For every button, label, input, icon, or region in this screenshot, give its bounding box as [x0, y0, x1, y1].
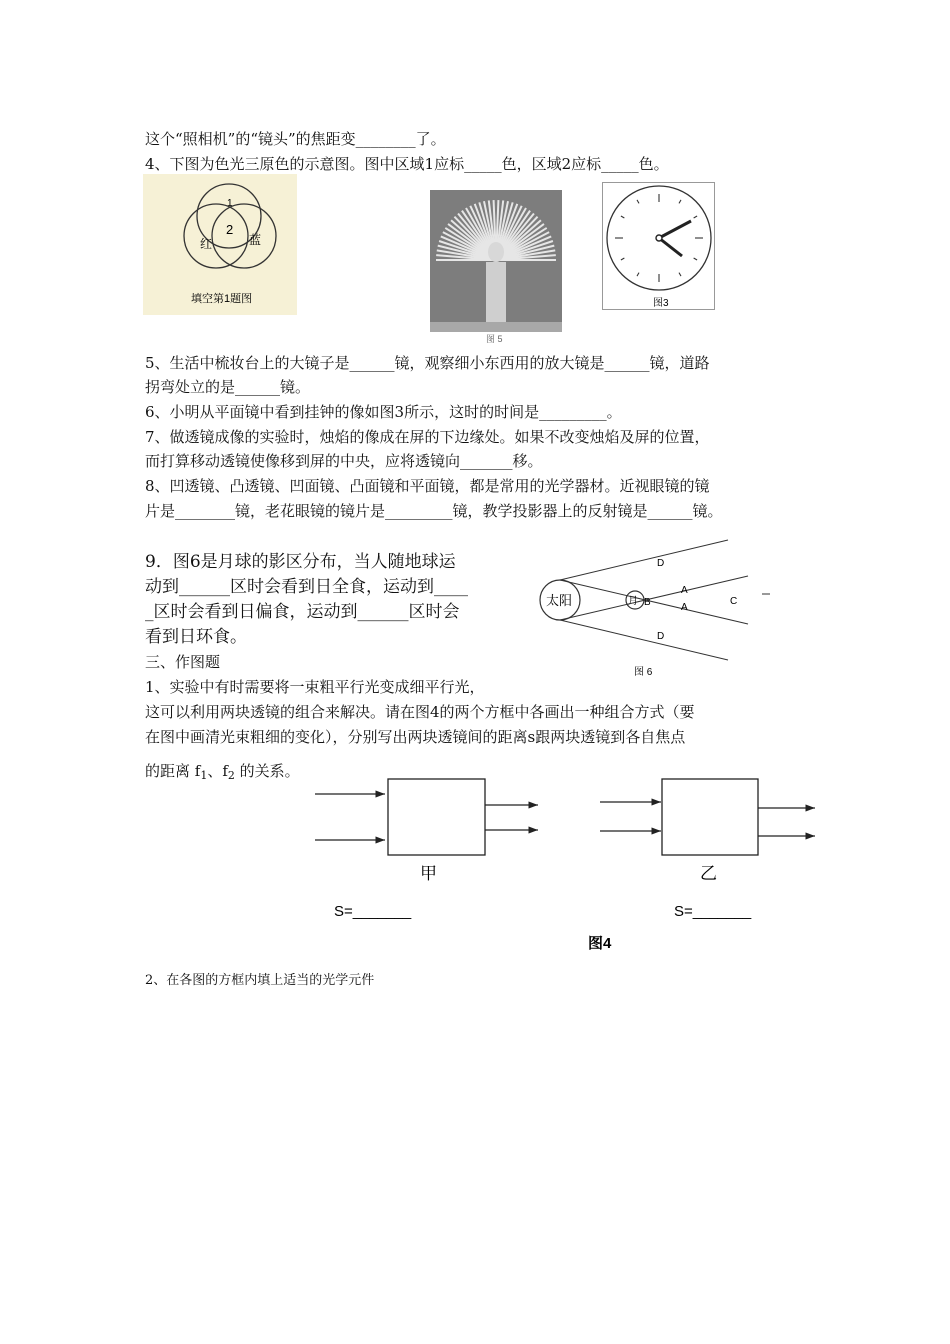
region-1-label: 1 [227, 198, 233, 209]
text-fragment: 、f [207, 762, 228, 780]
region-d-upper-label: D [657, 558, 665, 569]
venn-figure [143, 174, 297, 315]
question-9-line-2: 动到______区时会看到日全食，运动到____ [145, 577, 468, 597]
text-fragment: 的关系。 [234, 762, 300, 780]
clock-tick [637, 273, 639, 276]
box-jia [388, 779, 485, 855]
clock-tick [679, 273, 681, 276]
question-4: 4、下图为色光三原色的示意图。图中区域1应标_____色，区域2应标_____色。 [145, 155, 669, 173]
sun-label: 太阳 [546, 593, 573, 608]
figure-3 [602, 182, 715, 310]
label-yi: 乙 [700, 864, 717, 883]
label-jia: 甲 [420, 864, 437, 883]
answer-s-yi: S=_______ [674, 903, 752, 920]
question-5-line-1: 5、生活中梳妆台上的大镜子是______镜，观察细小东西用的放大镜是______镜，道路 [145, 354, 710, 372]
question-8-line-1: 8、凹透镜、凸透镜、凹面镜、凸面镜和平面镜，都是常用的光学器材。近视眼镜的镜 [145, 477, 710, 495]
region-b-label: B [644, 597, 651, 608]
figure-6-caption: 图 6 [634, 667, 653, 678]
region-2-label: 2 [226, 222, 234, 237]
clock-hand-short [659, 238, 682, 256]
eclipse-diagram [538, 536, 778, 682]
region-c-label: C [730, 596, 738, 607]
clock-tick [621, 258, 624, 260]
drawing-q1-line-1: 1、实验中有时需要将一束粗平行光变成细平行光， [145, 678, 485, 696]
circle-left [184, 204, 248, 268]
drawing-q1-line-4 [145, 760, 300, 787]
figure-3-caption: 图3 [653, 298, 669, 309]
venn-diagram [143, 174, 297, 315]
venn-caption: 填空第1题图 [191, 293, 253, 305]
question-5-line-2: 拐弯处立的是______镜。 [145, 378, 311, 396]
question-7-line-1: 7、做透镜成像的实验时，烛焰的像成在屏的下边缘处。如果不改变烛焰及屏的位置， [145, 428, 710, 446]
figure-5 [430, 190, 562, 344]
clock-tick [694, 216, 697, 218]
red-label: 红 [200, 237, 213, 251]
clock-tick [694, 258, 697, 260]
question-6: 6、小明从平面镜中看到挂钟的像如图3所示，这时的时间是_________。 [145, 403, 622, 421]
figure-6 [538, 536, 778, 682]
figure-4 [310, 770, 830, 960]
figure-4-caption: 图4 [588, 935, 612, 952]
line-1: 这个“照相机”的“镜头”的焦距变________了。 [145, 130, 446, 148]
question-8-line-2: 片是________镜，老花眼镜的镜片是_________镜，教学投影器上的反射镜是______镜。 [145, 502, 723, 520]
region-a-lower-label: A [681, 602, 688, 613]
clock-tick [679, 200, 681, 203]
text-fragment: 的距离 f [145, 762, 201, 780]
region-d-lower-label: D [657, 631, 665, 642]
figure-4-diagram [310, 770, 830, 960]
ray-upper-outer [560, 540, 728, 580]
subscript-2: 2 [227, 769, 235, 782]
drawing-q1-line-2: 这可以利用两块透镜的组合来解决。请在图4的两个方框中各画出一种组合方式（要 [145, 703, 695, 721]
question-9-line-1: 9．图6是月球的影区分布，当人随地球运 [145, 552, 456, 572]
answer-s-jia: S=_______ [334, 903, 412, 920]
ray-lower-outer [560, 620, 728, 660]
question-7-line-2: 而打算移动透镜使像移到屏的中央，应将透镜向_______移。 [145, 452, 543, 470]
blue-label: 蓝 [249, 233, 262, 247]
clock-tick [637, 200, 639, 203]
drawing-q2: 2、在各图的方框内填上适当的光学元件 [145, 973, 375, 988]
question-9-line-4: 看到日环食。 [145, 627, 247, 647]
subscript-1: 1 [200, 769, 208, 782]
clock-image [603, 183, 714, 309]
section-3-title: 三、作图题 [145, 653, 221, 671]
ray-cross-1 [560, 580, 748, 624]
figure-5-photo [430, 190, 562, 344]
question-9-line-3: _区时会看到日偏食，运动到______区时会 [145, 602, 460, 622]
drawing-q1-line-3: 在图中画清光束粗细的变化），分别写出两块透镜间的距离s跟两块透镜到各自焦点 [145, 728, 686, 746]
moon-label: 月 [628, 596, 638, 607]
clock-hand-long [659, 221, 691, 238]
box-yi [662, 779, 758, 855]
circle-right [212, 204, 276, 268]
region-a-upper-label: A [681, 585, 688, 596]
clock-tick [621, 216, 624, 218]
figure-5-caption: 图 5 [486, 334, 503, 344]
ray-cross-2 [560, 576, 748, 620]
